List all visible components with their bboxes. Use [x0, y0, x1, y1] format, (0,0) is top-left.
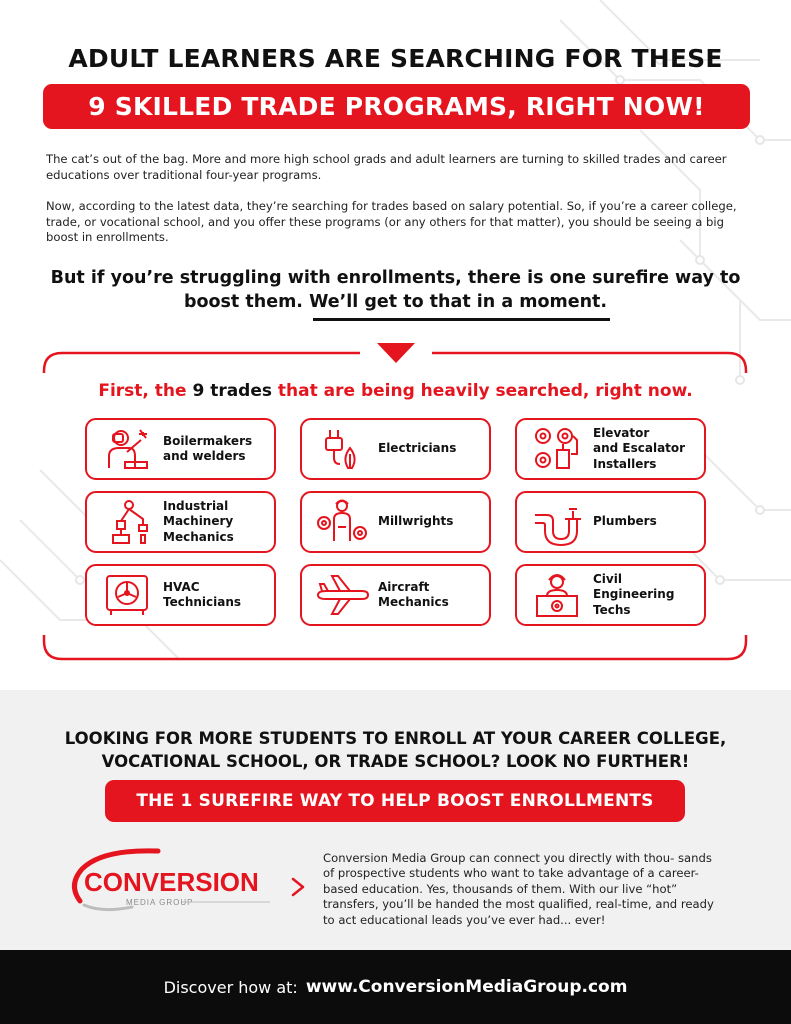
hvac-fan-icon: [99, 570, 155, 620]
trade-label: [163, 580, 241, 611]
trades-heading-suffix: that are being heavily searched, right now.: [272, 381, 693, 401]
pitch-line-1: But if you’re struggling with enrollments, there is one surefire way to: [50, 268, 741, 288]
intro-paragraph-2: Now, according to the latest data, they’re searching for trades based on salary potential. So, if you’re a career college, trade, or vocational school, and you offer these programs (or any others for that matter), you should be seeing a big boost in enrollments.: [46, 199, 737, 244]
trade-card-plumbers: [515, 491, 706, 553]
plug-icon: [314, 424, 370, 474]
trade-label: [593, 514, 657, 530]
cmg-description: Conversion Media Group can connect you directly with thou- sands of prospective students who want to take advantage of a career-based education. Yes, thousands of them. With our live “hot” transfers, you’ll be handed the most qualified, real-time, and ready to act educational leads you’ve ever had... ever!: [323, 851, 714, 927]
trade-label-line: Electricians: [378, 441, 457, 456]
welder-icon: [99, 424, 155, 474]
headline-line-1: ADULT LEARNERS ARE SEARCHING FOR THESE: [68, 44, 723, 73]
trade-card-aircraft: [300, 564, 491, 626]
robot-arm-icon: [99, 497, 155, 547]
trade-label-line: Machinery: [163, 514, 234, 529]
conversion-media-group-logo: [62, 845, 276, 915]
headline-line-2: 9 SKILLED TRADE PROGRAMS, RIGHT NOW!: [88, 92, 705, 121]
trade-label-line: and welders: [163, 449, 246, 463]
pitch-line-2b: We’ll get to that in a moment.: [309, 292, 608, 312]
trade-card-electricians: [300, 418, 491, 480]
cta-banner-label: THE 1 SUREFIRE WAY TO HELP BOOST ENROLLMENTS: [136, 791, 654, 811]
trade-label-line: Aircraft: [378, 579, 430, 594]
frame-top-right: [432, 353, 746, 373]
trade-label-line: Industrial: [163, 498, 229, 513]
looking-line-2: VOCATIONAL SCHOOL, OR TRADE SCHOOL? LOOK NO FURTHER!: [101, 752, 690, 771]
trade-label-line: Technicians: [163, 595, 242, 609]
trade-card-civil-engineering: [515, 564, 706, 626]
trades-heading-prefix: First, the: [98, 381, 193, 401]
trade-label: [378, 580, 449, 611]
trade-label-line: Techs: [593, 602, 631, 617]
gears-icon: [529, 424, 585, 474]
pitch-line-2a: boost them.: [183, 292, 310, 312]
looking-heading: [0, 727, 791, 773]
trade-label: [378, 514, 453, 530]
trade-card-elevator-installers: [515, 418, 706, 480]
trade-label-line: Mechanics: [163, 529, 234, 544]
trade-label-line: Engineering: [593, 587, 675, 602]
trade-label: [378, 441, 456, 457]
trade-card-hvac: [85, 564, 276, 626]
trade-label-line: Plumbers: [593, 514, 657, 529]
pipe-icon: [529, 497, 585, 547]
trades-heading-highlight: 9 trades: [192, 381, 272, 401]
trade-card-boilermakers: [85, 418, 276, 480]
millwright-icon: [314, 497, 370, 547]
headline-banner: [43, 84, 750, 129]
footer-prefix: Discover how at:: [163, 977, 298, 997]
trade-label-line: Civil: [593, 571, 622, 586]
pitch-statement: [0, 266, 791, 314]
pitch-line-2: [184, 290, 607, 314]
trades-heading: [0, 381, 791, 401]
pitch-underline: [313, 318, 610, 321]
looking-line-1: LOOKING FOR MORE STUDENTS TO ENROLL AT YOUR CAREER COLLEGE,: [64, 729, 727, 748]
logo-wordmark: CONVERSION: [84, 867, 259, 897]
trade-label-line: Installers: [593, 456, 657, 471]
trade-label: [163, 434, 252, 465]
trade-label-line: Elevator: [593, 425, 650, 440]
frame-bottom: [44, 635, 746, 659]
frame-top-left: [44, 353, 360, 373]
cta-banner: [105, 780, 685, 822]
footer-bar: [0, 950, 791, 1024]
trade-card-millwrights: [300, 491, 491, 553]
trade-label: [593, 572, 674, 619]
intro-paragraph-1: The cat’s out of the bag. More and more high school grads and adult learners are turning to skilled trades and career educations over traditional four-year programs.: [46, 152, 727, 182]
trade-label-line: and Escalator: [593, 441, 686, 456]
trade-label-line: Mechanics: [378, 595, 449, 609]
trade-label-line: HVAC: [163, 579, 200, 594]
logo-subtitle: MEDIA GROUP: [126, 898, 194, 907]
trade-label: [593, 426, 685, 473]
frame-triangle: [377, 343, 415, 363]
trade-label: [163, 499, 234, 546]
footer-website-link[interactable]: www.ConversionMediaGroup.com: [305, 977, 628, 997]
trade-label-line: Boilermakers: [163, 433, 253, 448]
chevron-right-icon: [289, 876, 307, 898]
airplane-icon: [314, 570, 370, 620]
trade-label-line: Millwrights: [378, 514, 454, 529]
trade-card-industrial-machinery: [85, 491, 276, 553]
engineer-icon: [529, 570, 585, 620]
